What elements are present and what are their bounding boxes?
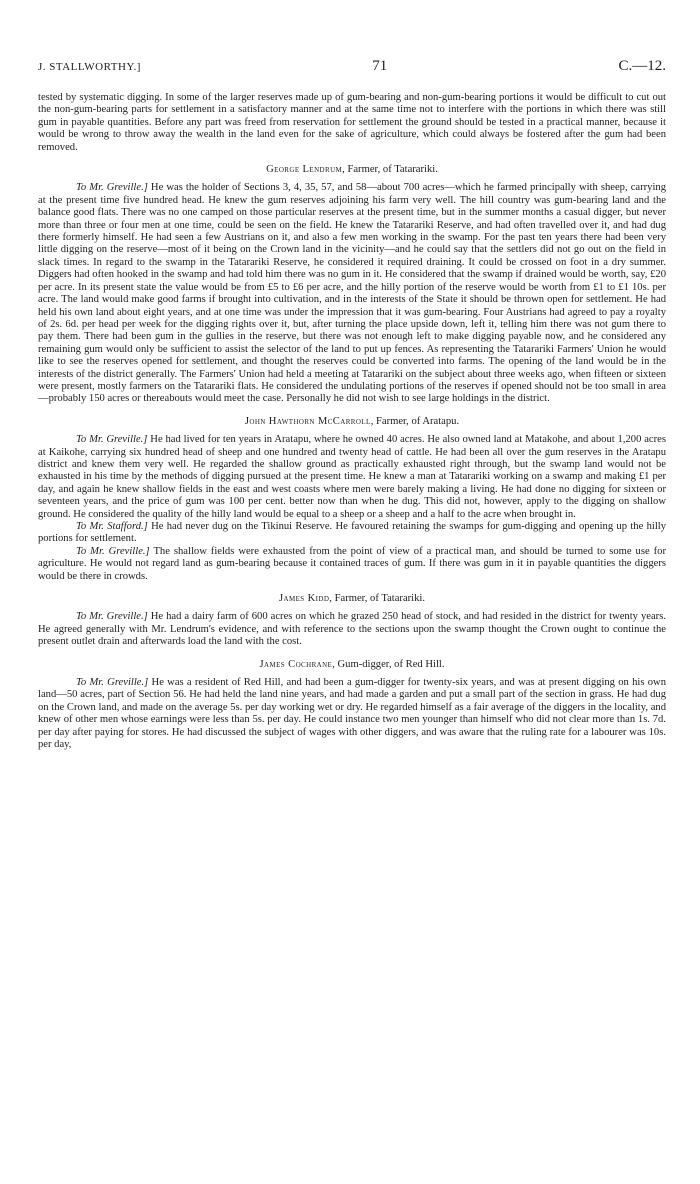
testimony-text: He was a resident of Red Hill, and had been a gum-digger for twenty-six years, and was at present digging on his own land—50 acres, part of Section 56. He had held the land nine years, and had made a garden and put a small part of the section in grass. He had dug on the Crown land, and made on the average 5s. per day working wet or dry. He regarded himself as a fair average of the diggers in the locality, and knew of other men whose earnings were less than 5s. per day. He could instance two men younger than himself who did not clear more than 1s. 7d. per day after paying for stores. He had discussed the subject of wages with other diggers, and was aware that the ruling rate for a labourer was 10s. per day, [38,677,666,751]
witness-heading [38,659,666,671]
testimony-text: The shallow fields were exhausted from the point of view of a practical man, and should be turned to some use for agriculture. He would not regard land as gum-bearing because it contained traces of gum. If there was gum in it in payable quantities the diggers would be there in crowds. [38,545,666,582]
document-reference: C.—12. [618,58,666,74]
testimony-section [38,416,666,583]
witness-heading [38,593,666,605]
witness-heading [38,164,666,176]
questioner: To Mr. Stafford.] [76,521,148,532]
witness-name: James Cochrane [259,658,333,670]
witness-description: , Gum-digger, of Red Hill. [332,658,445,670]
testimony-paragraph [38,434,666,521]
testimony-paragraph [38,677,666,751]
witness-heading [38,416,666,428]
testimony-text: He was the holder of Sections 3, 4, 35, 57, and 58—about 700 acres—which he farmed principally with sheep, carrying at the present time five hundred head. He knew the gum reserves adjoining his farm very well. The hill country was gum-bearing land and the balance good flats. There was no one camped on those particular reserves at the present time, but in the summer months a casual digger, but never more than three or four men at one time, could be seen on the field. He knew the Tatarariki Reserve, and had often travelled over it, and had dug there formerly himself. He had seen a few Austrians on it, and also a few men working in the swamp. For the past ten years there had been very little digging on the reserve—most of it being on the Crown land in the vicinity—and he could say that the settlers did not go out on the field in slack times. In regard to the swamp in the Tatarariki Reserve, he considered it required draining. It could be crossed on foot in a dry summer. Diggers had often hooked in the swamp and had told him there was no gum in it. He considered that the swamp if drained would be worth, say, £20 per acre. In its present state the value would be from £5 to £6 per acre, and the hilly portion of the reserve would be worth from £1 to £1 10s. per acre. The land would make good farms if brought into cultivation, and in the interests of the State it should be thrown open for settlement. He had held his own land about eight years, and at one time was under the impression that it was gum-bearing. Four Austrians had agreed to pay a royalty of 2s. 6d. per head per week for the digging rights over it, but, after turning the place upside down, left it, telling him there was not gum there to pay them. There had been gum in the gullies in the reserve, but there was not enough left to make digging payable now, and he considered any remaining gum would only be sufficient to assist the selector of the land to put up fences. As representing the Tatarariki Farmers' Union he would like to see the reserves opened for settlement, and thought the reserves could be converted into farms. The opening of the land would be in the interests of the district generally. The Farmers' Union had held a meeting at Tatarariki on the subject about three weeks ago, when fifteen or sixteen were present, mostly farmers on the Tatarariki flats. He considered the undulating portions of the reserves if opened should not be too small in area—probably 150 acres or thereabouts would meet the case. Personally he did not wish to see large holdings in the district. [38,182,666,405]
testimony-paragraph [38,546,666,583]
questioner: To Mr. Greville.] [76,182,148,194]
questioner: To Mr. Greville.] [76,611,148,623]
page-number: 71 [372,58,388,74]
header-author: J. STALLWORTHY.] [38,61,141,73]
witness-name: John Hawthorn McCarroll [244,415,371,427]
witness-description: , Farmer, of Tatarariki. [342,164,438,176]
questioner: To Mr. Greville.] [76,677,149,689]
testimony-section [38,659,666,752]
witness-name: James Kidd [278,593,330,605]
questioner: To Mr. Greville.] [76,434,148,446]
witness-description: , Farmer, of Aratapu. [370,415,460,427]
testimony-paragraph [38,182,666,405]
questioner: To Mr. Greville.] [76,545,150,557]
testimony-section [38,164,666,406]
witness-description: , Farmer, of Tatarariki. [329,593,426,605]
testimony-paragraph [38,521,666,546]
running-header [38,58,666,80]
testimony-text: He had a dairy farm of 600 acres on which he grazed 250 head of stock, and had resided in the district for twenty years. He agreed generally with Mr. Lendrum's evidence, and with reference to the sections upon the swamp thought the Crown ought to continue the present outlet drain and afterwards load the land with the cost. [38,611,666,648]
testimony-text: He had never dug on the Tikinui Reserve. He favoured retaining the swamps for gum-digging and opening up the hilly portions for settlement. [38,521,666,545]
opening-paragraph: tested by systematic digging. In some of the larger reserves made up of gum-bearing and non-gum-bearing portions it would be difficult to cut out the non-gum-bearing parts for settlement in a satisfactory manner and at the same time not to interfere with the portions in which there was still gum in payable quantities. Before any part was freed from reservation for settlement the ground should be tested in a practical manner, because it would be wrong to throw away the wealth in the land even for the sake of agriculture, which could always be fostered after the gum had been removed. [38,92,666,153]
witness-name: George Lendrum [266,164,343,176]
testimony-paragraph [38,611,666,648]
testimony-section [38,593,666,649]
testimony-text: He had lived for ten years in Aratapu, where he owned 40 acres. He also owned land at Matakohe, and about 1,200 acres at Kaikohe, carrying six hundred head of sheep and one hundred and twenty head of cattle. He had been all over the gum reserves in the Aratapu district and knew them very well. He regarded the shallow ground as practically exhausted right through, but the swamp land would not be exhausted in his time by the methods of digging pursued at the present time. He knew a man at Tatarariki working on a swamp and making £1 per day, and again he knew shallow fields in the east and west coasts where men were barely making a living. He had done no digging for sixteen or seventeen years, and the price of gum was 100 per cent. better now than when he dug. This did not, however, apply to the digging on shallow ground. He considered the quality of the hilly land would be equal to a sheep or a sheep and a half to the acre when brought in. [38,434,666,520]
